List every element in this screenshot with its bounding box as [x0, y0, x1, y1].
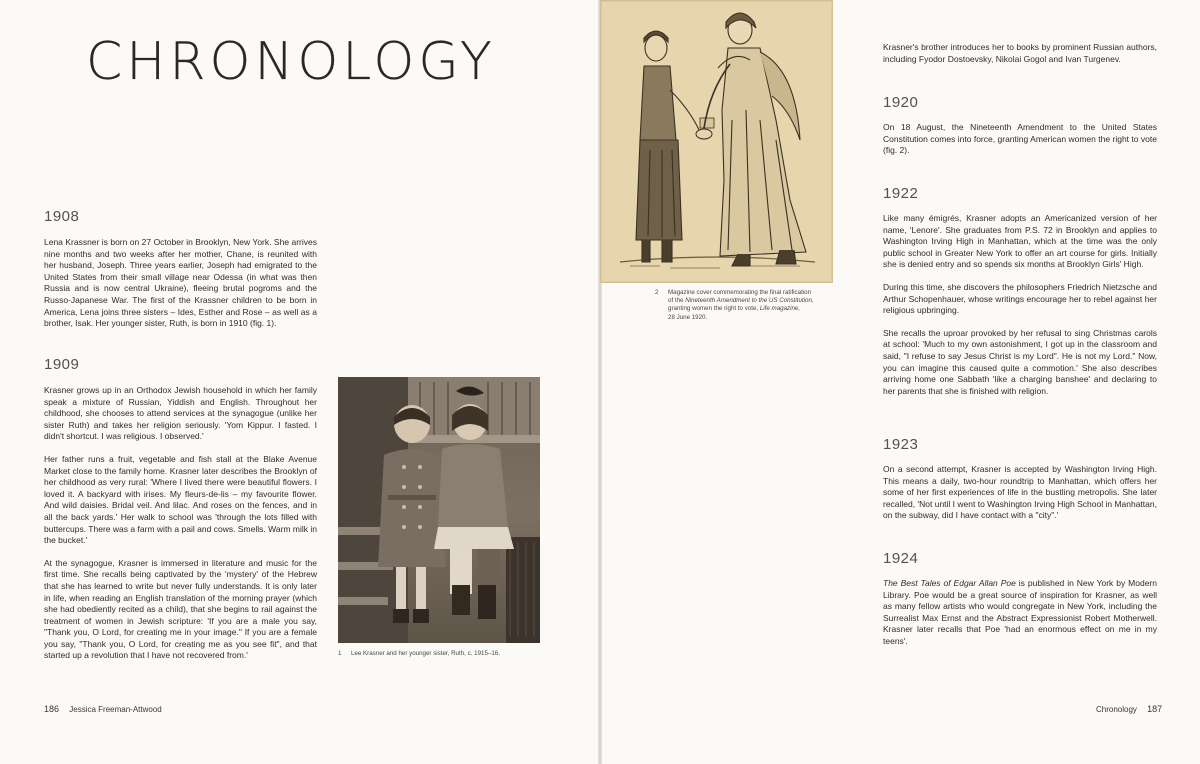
entry-1923-text	[883, 464, 1157, 522]
entry-1922-text	[883, 213, 1157, 397]
left-page-number: 186	[44, 704, 60, 714]
entry-1922-paragraph-1: Like many émigrés, Krasner adopts an Americanized version of her name, 'Lenore'. She graduates from P.S. 72 in Brooklyn and applies to Washington Irving High in Manhattan, which at the time was the only public school in Greater New York to offer an art course for girls. Initially she is denied entry and so spends six months at Brooklyn Girls' High.	[883, 213, 1157, 270]
figure-2-caption-line3-prefix: granting women the right to vote,	[668, 305, 760, 313]
chapter-title: CHRONOLOGY	[86, 32, 496, 92]
entry-1909-paragraph-1: Krasner grows up in an Orthodox Jewish household in which her family speak a mixture of Russian, Yiddish and English. Throughout her childhood, she chooses to attend services at the synagogue (unlike her sister Ruth) and takes her religion seriously. 'Yom Kippur. I fasted. I didn't shortcut. I was religious. I observed.'	[44, 385, 317, 442]
year-heading-1923: 1923	[883, 436, 919, 453]
entry-1909-paragraph-3: At the synagogue, Krasner is immersed in literature and music for the first time. She recalls being captivated by the 'mystery' of the Hebrew that she has learned to write but never fully understands. It is only later in life, when reading an English translation of the morning prayer (which she had obediently recited as a child), that she begins to rail against the treatment of women in Jewish scripture: 'If you are a male you say, "Thank you, O Lord, for creating me in your image." If you are a female you say, "Thank you, O Lord, for creating me as you see fit", and that started up a revolution that I have not recovered from.'	[44, 557, 317, 661]
figure-2-caption-line4: 28 June 1920.	[668, 313, 708, 321]
figure-2-caption-amendment: Nineteenth Amendment to the US Constitution,	[685, 297, 814, 305]
entry-1908-paragraph: Lena Krassner is born on 27 October in Brooklyn, New York. She arrives nine months and two weeks after her mother, Chane, is reunited with her husband, Joseph. Three years earlier, Joseph had emigrated to the United States from their small village near Odessa (in what was then Russia and is now central Ukraine), fleeing brutal pogroms and the Russo-Japanese War. The first of the Krassner children to be born in America, Lena joins three sisters – Ides, Esther and Rose – as well as a brother, Isak. Her younger sister, Ruth, is born in 1910 (fig. 1).	[44, 237, 317, 329]
figure-1-photograph	[338, 377, 540, 643]
right-footer	[1096, 704, 1162, 714]
entry-continued-paragraph: Krasner's brother introduces her to books by prominent Russian authors, including Fyodor Dostoevsky, Nikolai Gogol and Ivan Turgenev.	[883, 42, 1157, 64]
entry-1924-paragraph-rest: is published in New York by Modern Library. Poe would be a great source of inspiration for Krasner, as well as many fellow artists who would congregate in New York, including the Surrealist Max Ernst and the Abstract Expressionist Robert Motherwell. Krasner later recalls that Poe 'had an enormous effect on me in my teens'.	[883, 578, 1157, 646]
figure-2-caption	[655, 289, 840, 329]
entry-1922-paragraph-3: She recalls the uproar provoked by her refusal to sing Christmas carols at school: 'Much to my own astonishment, I got up in the classroom and said, "I refuse to say Jesus Christ is my Lord". He is not my Lord." Now, you can imagine this caused quite a commotion.' She also describes arriving home one Sabbath 'like a charging banshee' and declaring to her parents that she is finished with religion.	[883, 327, 1157, 396]
figure-1-caption-text: Lee Krasner and her younger sister, Ruth, c. 1915–16.	[351, 650, 500, 657]
entry-1909-text	[44, 385, 317, 662]
figure-2-caption-text	[668, 289, 814, 322]
entry-1924-text	[883, 578, 1157, 648]
figure-1-number: 1	[338, 650, 342, 657]
entry-1924-paragraph	[883, 578, 1157, 648]
figure-2-caption-magazine: Life magazine,	[759, 305, 801, 313]
entry-1922-paragraph-2: During this time, she discovers the philosophers Friedrich Nietzsche and Arthur Schopenhauer, whose writings encourage her to rebel against her religious upbringing.	[883, 281, 1157, 316]
figure-2-number: 2	[655, 289, 659, 296]
book-title-poe: The Best Tales of Edgar Allan Poe	[883, 578, 1016, 588]
entry-continued-text	[883, 42, 1157, 65]
footer-author: Jessica Freeman-Attwood	[69, 705, 162, 714]
figure-1-caption	[338, 650, 558, 660]
entry-1909-paragraph-2: Her father runs a fruit, vegetable and fish stall at the Blake Avenue Market close to the family home. Krasner later describes the Brooklyn of her childhood as very rural: 'Where I lived there were beautiful flowers. I loved it. A backyard with irises. My fleurs-de-lis – my favourite flower. And wild daisies. Bridal veil. And lilac. And roses on the fences, and in all the back yards.' Her walk to school was 'through the lots filled with buttercups. There was a farm with a pail and cows. Smells. Warm milk in the bucket.'	[44, 453, 317, 546]
figure-2-magazine-illustration	[600, 0, 833, 283]
year-heading-1920: 1920	[883, 94, 919, 111]
footer-section-name: Chronology	[1096, 705, 1137, 714]
year-heading-1924: 1924	[883, 550, 919, 567]
right-page-number: 187	[1147, 704, 1163, 714]
figure-2-caption-line1: Magazine cover commemorating the final ratification	[668, 289, 812, 296]
entry-1923-paragraph: On a second attempt, Krasner is accepted by Washington Irving High. This means a daily, two-hour roundtrip to Manhattan, which offers her some of her first experiences of life in the bustling metropolis. She later recalled, 'Not until I went to Washington Irving High School in Manhattan, on the subway, did I have contact with a "city".'	[883, 464, 1157, 521]
entry-1920-paragraph: On 18 August, the Nineteenth Amendment to the United States Constitution comes into force, granting American women the right to vote (fig. 2).	[883, 122, 1157, 156]
year-heading-1909: 1909	[44, 356, 80, 373]
year-heading-1922: 1922	[883, 185, 919, 202]
left-footer	[44, 704, 162, 714]
figure-2-caption-line2-prefix: of the	[668, 297, 686, 305]
entry-1908-text	[44, 237, 317, 330]
entry-1920-text	[883, 122, 1157, 157]
year-heading-1908: 1908	[44, 208, 80, 225]
